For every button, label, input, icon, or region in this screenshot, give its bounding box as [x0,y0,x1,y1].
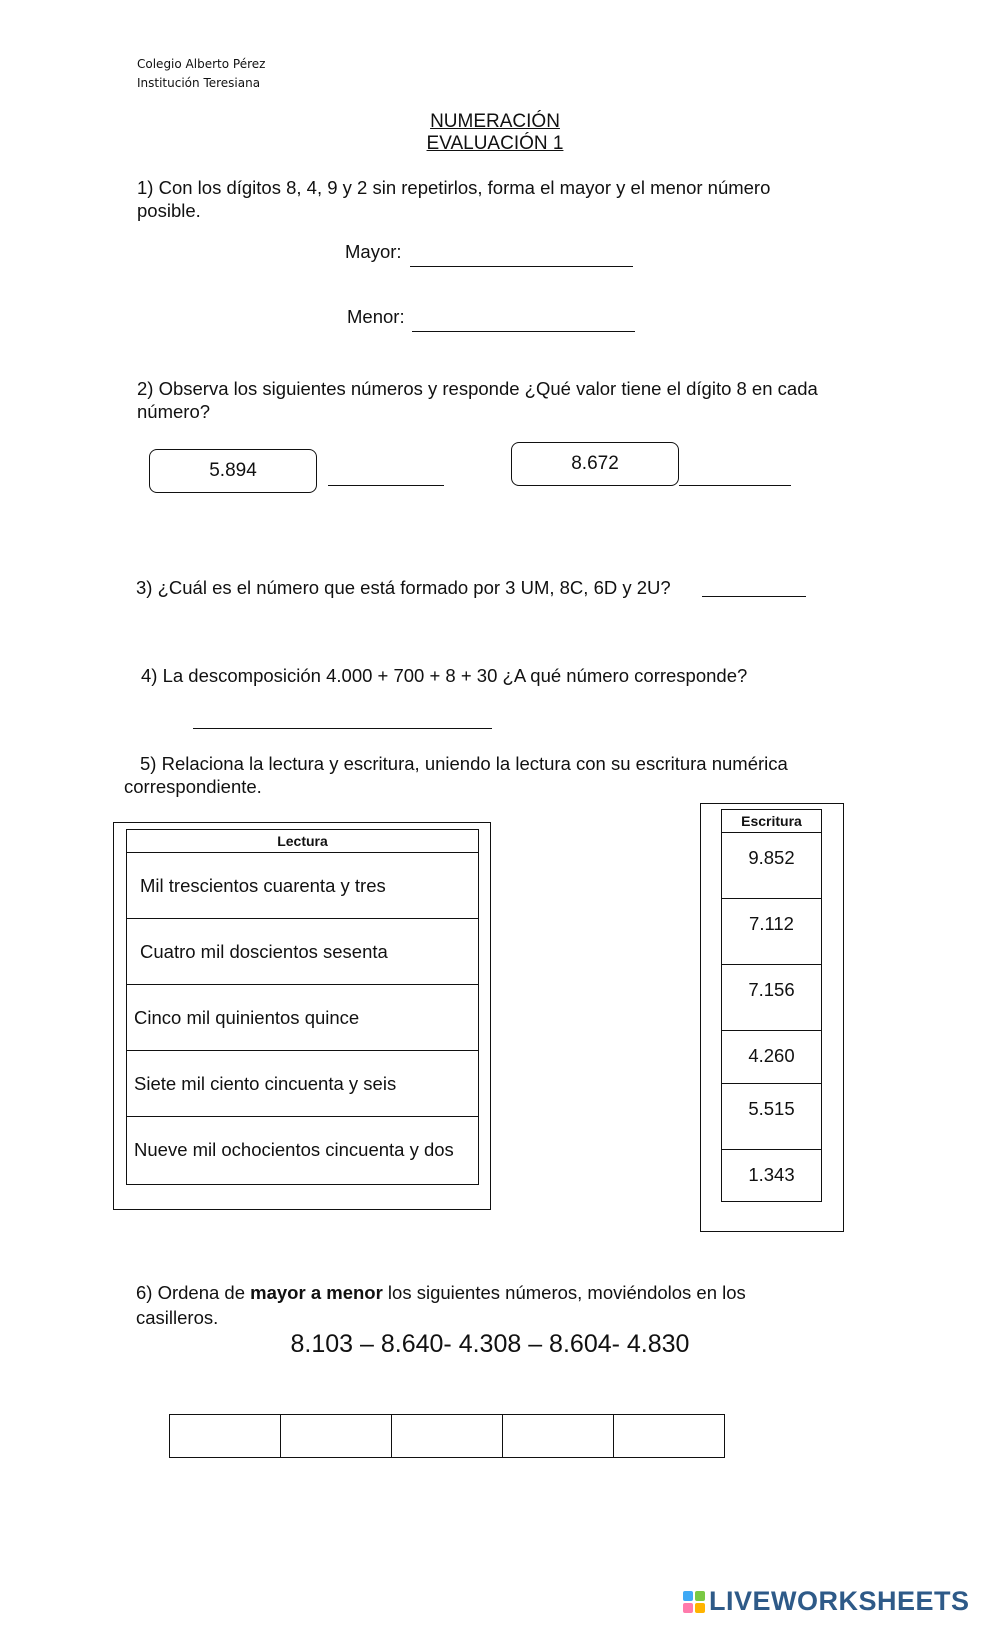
lectura-row[interactable] [127,1117,478,1183]
escritura-header: Escritura [722,810,821,833]
escritura-value: 7.112 [749,913,794,934]
escritura-value: 7.156 [748,979,795,1000]
lectura-table [126,829,479,1185]
escritura-cell[interactable] [722,833,821,899]
lectura-text: Nueve mil ochocientos cincuenta y dos [134,1139,454,1160]
question-6-text-bold: mayor a menor [250,1282,383,1303]
escritura-value: 9.852 [748,847,795,868]
liveworksheets-brand: LIVEWORKSHEETS [709,1586,970,1616]
ordering-slot[interactable] [170,1415,281,1457]
question-3-answer-line[interactable] [702,596,806,597]
page-subtitle: EVALUACIÓN 1 [426,133,564,154]
menor-label: Menor: [347,306,405,327]
number-1-answer-line[interactable] [328,485,444,486]
number-box-2-value: 8.672 [571,453,619,474]
lectura-row[interactable] [127,919,478,985]
lectura-header: Lectura [127,830,478,853]
institution-name: Institución Teresiana [137,76,261,90]
escritura-value: 1.343 [748,1164,795,1185]
lectura-row[interactable] [127,853,478,919]
question-2-text: 2) Observa los siguientes números y responde ¿Qué valor tiene el dígito 8 en cada número? [137,378,818,422]
ordering-slot[interactable] [614,1415,724,1457]
question-3-text: 3) ¿Cuál es el número que está formado por 3 UM, 8C, 6D y 2U? [136,577,671,598]
escritura-cell[interactable] [722,1031,821,1084]
menor-answer-line[interactable] [412,331,635,332]
question-6-text-start: 6) Ordena de [136,1282,251,1303]
escritura-cell[interactable] [722,1150,821,1198]
number-sequence: 8.103 – 8.640- 4.308 – 8.604- 4.830 [290,1330,690,1358]
ordering-slot[interactable] [281,1415,392,1457]
escritura-cell[interactable] [722,899,821,965]
question-6-text [136,1280,796,1330]
number-box-1 [149,449,317,493]
question-5-text: 5) Relaciona la lectura y escritura, uniendo la lectura con su escritura numérica correspondiente. [124,753,788,797]
question-1-text: 1) Con los dígitos 8, 4, 9 y 2 sin repetirlos, forma el mayor y el menor número posible. [137,177,771,221]
escritura-table [721,809,822,1202]
lectura-row[interactable] [127,985,478,1051]
question-4-text: 4) La descomposición 4.000 + 700 + 8 + 30 ¿A qué número corresponde? [141,665,748,686]
mayor-label: Mayor: [345,241,402,262]
escritura-value: 5.515 [748,1098,795,1119]
question-6-text-end: los siguientes números, moviéndolos en los casilleros. [136,1282,746,1328]
school-name: Colegio Alberto Pérez [137,57,266,71]
lectura-text: Cuatro mil doscientos sesenta [140,940,388,962]
page-title: NUMERACIÓN [430,111,560,132]
lectura-text: Mil trescientos cuarenta y tres [140,874,386,896]
escritura-cell[interactable] [722,1084,821,1150]
number-box-2 [511,442,679,486]
number-2-answer-line[interactable] [679,485,791,486]
ordering-slot[interactable] [392,1415,503,1457]
lectura-text: Siete mil ciento cincuenta y seis [134,1072,397,1094]
lectura-text: Cinco mil quinientos quince [134,1006,360,1028]
liveworksheets-logo-icon [683,1591,705,1613]
ordering-slots [169,1414,725,1458]
ordering-slot[interactable] [503,1415,614,1457]
lectura-row[interactable] [127,1051,478,1117]
question-4-answer-line[interactable] [193,728,492,729]
liveworksheets-logo [683,1586,970,1617]
number-box-1-value: 5.894 [209,460,257,481]
mayor-answer-line[interactable] [410,266,633,267]
escritura-value: 4.260 [748,1045,795,1066]
escritura-cell[interactable] [722,965,821,1031]
